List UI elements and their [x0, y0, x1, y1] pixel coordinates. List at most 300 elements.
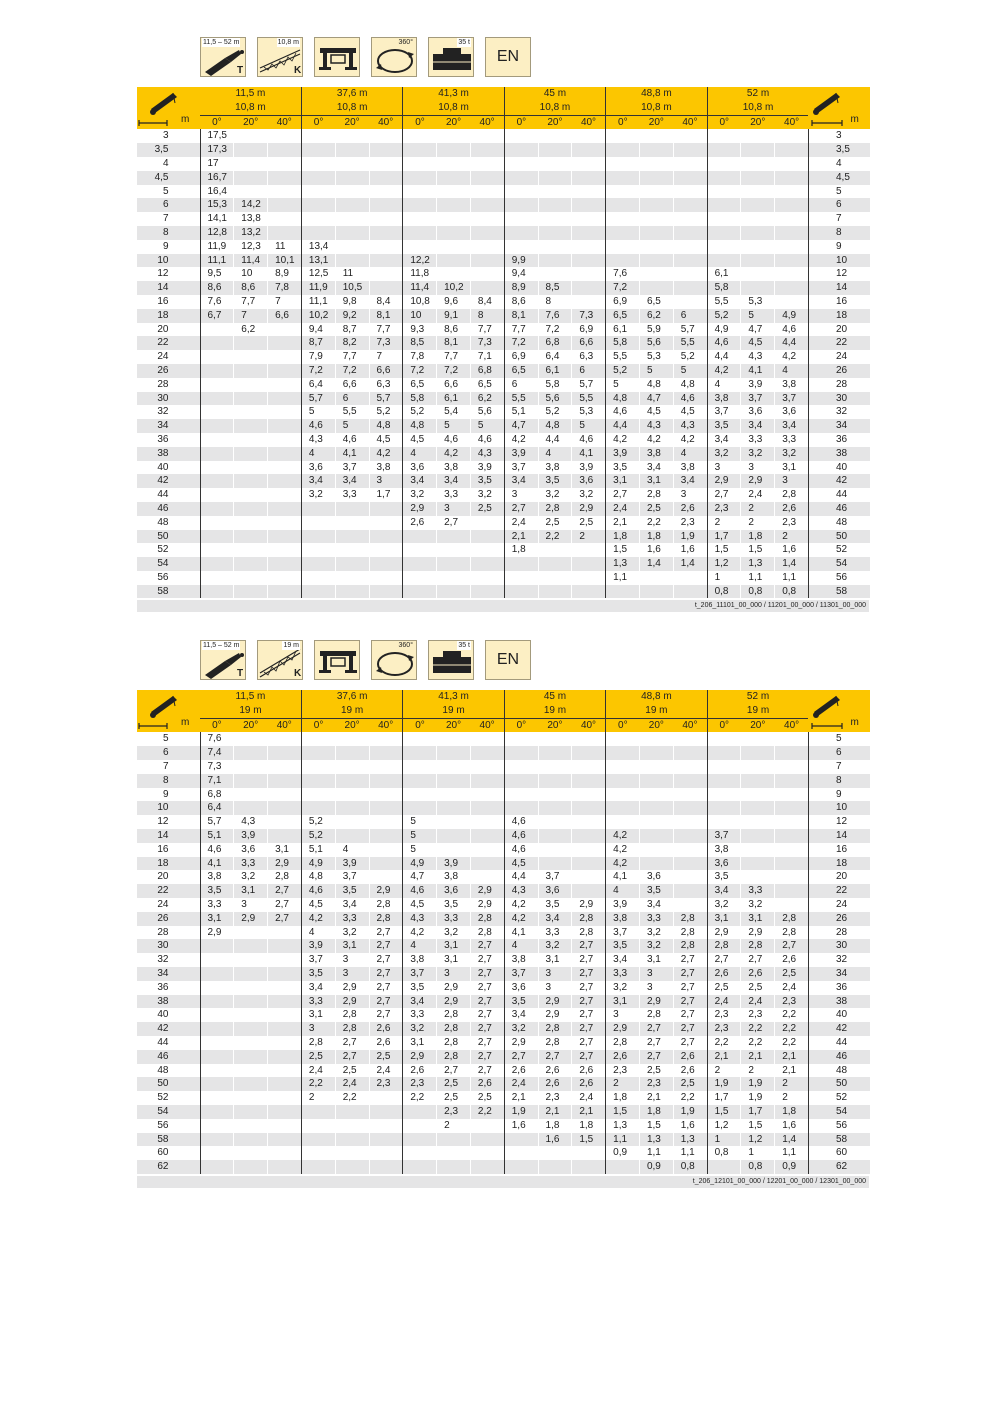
load-value-cell — [234, 1050, 268, 1064]
load-value-cell: 8,6 — [234, 281, 268, 295]
load-value-cell — [369, 571, 403, 585]
load-value-cell: 7,2 — [335, 364, 369, 378]
radius-label-left: 7 — [137, 760, 200, 774]
radius-label-left: 36 — [137, 981, 200, 995]
load-value-cell — [470, 1160, 504, 1174]
load-value-cell — [335, 571, 369, 585]
load-value-cell: 2,1 — [707, 1050, 741, 1064]
load-value-cell: 2,7 — [437, 1064, 471, 1078]
load-value-cell — [639, 240, 673, 254]
radius-label-right: 34 — [808, 419, 870, 433]
table-reference-2: t_206_12101_00_000 / 12201_00_000 / 12301_00_000 — [692, 1178, 866, 1185]
load-value-cell — [673, 571, 707, 585]
load-value-cell — [741, 774, 775, 788]
load-value-cell — [301, 516, 335, 530]
load-value-cell — [538, 829, 572, 843]
load-value-cell — [673, 760, 707, 774]
load-value-cell: 1,8 — [504, 543, 538, 557]
load-value-cell: 2,8 — [741, 939, 775, 953]
load-value-cell — [234, 1008, 268, 1022]
load-value-cell — [470, 801, 504, 815]
load-value-cell — [301, 571, 335, 585]
load-value-cell — [572, 884, 606, 898]
load-value-cell — [470, 857, 504, 871]
load-value-cell — [639, 801, 673, 815]
load-value-cell: 3,9 — [741, 378, 775, 392]
load-value-cell: 3,3 — [606, 967, 640, 981]
load-value-cell — [234, 557, 268, 571]
table-row — [137, 474, 870, 488]
load-value-cell — [707, 732, 741, 746]
load-value-cell: 2,3 — [775, 516, 809, 530]
load-value-cell: 3,1 — [437, 939, 471, 953]
load-value-cell: 3,2 — [707, 898, 741, 912]
radius-label-right: 38 — [808, 447, 870, 461]
load-value-cell: 1,4 — [673, 557, 707, 571]
load-value-cell: 2,9 — [437, 981, 471, 995]
load-value-cell: 3,3 — [234, 857, 268, 871]
load-value-cell: 2,4 — [741, 488, 775, 502]
load-value-cell: 4,6 — [572, 433, 606, 447]
load-value-cell: 5,1 — [504, 405, 538, 419]
load-value-cell: 4,3 — [673, 419, 707, 433]
load-value-cell: 2,8 — [335, 1008, 369, 1022]
load-value-cell — [268, 571, 302, 585]
load-value-cell: 4,3 — [639, 419, 673, 433]
load-value-cell: 2,9 — [470, 884, 504, 898]
load-value-cell: 2,7 — [437, 516, 471, 530]
table-row — [137, 857, 870, 871]
angle-header: 40° — [268, 115, 302, 129]
load-value-cell — [437, 143, 471, 157]
load-value-cell — [335, 1105, 369, 1119]
load-value-cell — [775, 171, 809, 185]
load-value-cell — [200, 530, 234, 544]
load-value-cell: 3 — [369, 474, 403, 488]
load-value-cell — [200, 474, 234, 488]
load-value-cell — [268, 1050, 302, 1064]
load-value-cell: 8,6 — [504, 295, 538, 309]
load-value-cell: 2,9 — [707, 926, 741, 940]
load-value-cell: 4 — [504, 939, 538, 953]
radius-label-left: 5 — [137, 732, 200, 746]
telescope-letter: T — [237, 65, 244, 76]
load-value-cell: 1,7 — [707, 1091, 741, 1105]
load-value-cell — [470, 774, 504, 788]
load-value-cell: 2,7 — [369, 1008, 403, 1022]
load-value-cell — [369, 212, 403, 226]
load-value-cell — [234, 1105, 268, 1119]
load-value-cell — [301, 760, 335, 774]
load-value-cell: 2,7 — [470, 939, 504, 953]
load-value-cell — [369, 829, 403, 843]
load-value-cell: 6,8 — [200, 788, 234, 802]
load-value-cell: 3,4 — [741, 419, 775, 433]
load-value-cell — [200, 461, 234, 475]
load-value-cell — [673, 226, 707, 240]
load-value-cell: 7,2 — [301, 364, 335, 378]
load-value-cell: 1,1 — [741, 571, 775, 585]
radius-label-right: 26 — [808, 364, 870, 378]
load-value-cell — [504, 1160, 538, 1174]
load-value-cell: 4,7 — [741, 323, 775, 337]
load-value-cell: 5 — [639, 364, 673, 378]
load-value-cell — [504, 571, 538, 585]
load-value-cell: 6,1 — [707, 267, 741, 281]
load-value-cell — [538, 198, 572, 212]
load-value-cell: 12,5 — [301, 267, 335, 281]
radius-label-left: 24 — [137, 350, 200, 364]
load-value-cell — [301, 185, 335, 199]
load-value-cell — [437, 198, 471, 212]
load-value-cell: 4,9 — [301, 857, 335, 871]
load-value-cell — [572, 157, 606, 171]
load-value-cell: 5 — [606, 378, 640, 392]
load-value-cell — [234, 995, 268, 1009]
load-value-cell: 3,6 — [234, 843, 268, 857]
load-value-cell: 3,4 — [403, 474, 437, 488]
load-value-cell — [606, 801, 640, 815]
load-value-cell — [707, 746, 741, 760]
radius-label-left: 56 — [137, 1119, 200, 1133]
load-value-cell — [639, 143, 673, 157]
radius-label-right: 18 — [808, 857, 870, 871]
load-value-cell — [301, 129, 335, 143]
load-value-cell: 2,6 — [673, 1064, 707, 1078]
load-value-cell: 2,7 — [268, 912, 302, 926]
load-value-cell — [470, 732, 504, 746]
load-value-cell: 4,2 — [606, 433, 640, 447]
load-value-cell — [335, 1160, 369, 1174]
load-value-cell — [200, 392, 234, 406]
load-value-cell — [538, 857, 572, 871]
load-value-cell: 2,8 — [606, 1036, 640, 1050]
load-value-cell: 2,8 — [335, 1022, 369, 1036]
load-value-cell: 7,2 — [538, 323, 572, 337]
load-value-cell: 5,6 — [470, 405, 504, 419]
load-value-cell — [538, 212, 572, 226]
load-value-cell: 4,9 — [403, 857, 437, 871]
load-value-cell — [301, 774, 335, 788]
load-value-cell: 5,8 — [707, 281, 741, 295]
radius-label-left: 12 — [137, 267, 200, 281]
table-row — [137, 774, 870, 788]
load-value-cell — [268, 1008, 302, 1022]
load-value-cell: 3,5 — [606, 939, 640, 953]
load-value-cell — [538, 226, 572, 240]
load-value-cell: 2,4 — [504, 516, 538, 530]
load-value-cell — [335, 530, 369, 544]
table-row — [137, 240, 870, 254]
load-value-cell — [335, 254, 369, 268]
load-value-cell: 3,9 — [606, 447, 640, 461]
load-value-cell: 2,5 — [437, 1091, 471, 1105]
load-value-cell: 2,6 — [707, 967, 741, 981]
load-value-cell — [369, 746, 403, 760]
load-value-cell — [707, 760, 741, 774]
load-value-cell: 4,6 — [335, 433, 369, 447]
radius-label-left: 62 — [137, 1160, 200, 1174]
language-badge: EN — [485, 37, 531, 77]
table-row — [137, 309, 870, 323]
load-value-cell — [234, 461, 268, 475]
radius-label-right: 5 — [808, 732, 870, 746]
load-value-cell: 2,8 — [673, 926, 707, 940]
load-value-cell: 3,1 — [268, 843, 302, 857]
load-value-cell — [403, 157, 437, 171]
load-value-cell: 14,2 — [234, 198, 268, 212]
angle-header: 0° — [301, 115, 335, 129]
load-value-cell — [200, 502, 234, 516]
load-value-cell: 1,5 — [741, 1119, 775, 1133]
load-value-cell: 6,6 — [369, 364, 403, 378]
load-value-cell: 2,8 — [470, 912, 504, 926]
load-value-cell: 2,5 — [639, 1064, 673, 1078]
table-row — [137, 350, 870, 364]
load-value-cell — [268, 378, 302, 392]
radius-label-left: 54 — [137, 1105, 200, 1119]
load-value-cell: 2,6 — [470, 1077, 504, 1091]
load-value-cell — [403, 226, 437, 240]
angle-header: 40° — [775, 115, 809, 129]
load-value-cell: 4,1 — [200, 857, 234, 871]
load-value-cell: 2,7 — [673, 1022, 707, 1036]
angle-header: 40° — [268, 718, 302, 732]
load-value-cell: 2,7 — [572, 1050, 606, 1064]
load-value-cell: 4,6 — [301, 884, 335, 898]
radius-label-right: 58 — [808, 585, 870, 599]
boom-length-11-5: 11,5 m — [200, 690, 301, 704]
load-value-cell: 3,6 — [775, 405, 809, 419]
load-value-cell — [437, 254, 471, 268]
load-value-cell — [234, 585, 268, 599]
load-value-cell: 11,1 — [301, 295, 335, 309]
load-value-cell — [707, 774, 741, 788]
load-value-cell: 3,4 — [639, 461, 673, 475]
load-value-cell: 3 — [301, 1022, 335, 1036]
load-value-cell: 0,9 — [639, 1160, 673, 1174]
table-row — [137, 129, 870, 143]
load-value-cell: 1,5 — [707, 543, 741, 557]
load-value-cell — [470, 1133, 504, 1147]
load-value-cell — [741, 829, 775, 843]
table-row — [137, 788, 870, 802]
load-value-cell — [437, 226, 471, 240]
angle-header: 0° — [301, 718, 335, 732]
load-value-cell: 11,9 — [200, 240, 234, 254]
load-value-cell — [470, 543, 504, 557]
radius-label-left: 58 — [137, 1133, 200, 1147]
load-value-cell — [335, 801, 369, 815]
load-value-cell: 2,6 — [606, 1050, 640, 1064]
load-value-cell — [504, 1133, 538, 1147]
load-value-cell — [673, 884, 707, 898]
load-value-cell: 6,4 — [538, 350, 572, 364]
load-value-cell: 7 — [369, 350, 403, 364]
load-value-cell: 2,5 — [369, 1050, 403, 1064]
load-value-cell: 8,5 — [403, 336, 437, 350]
load-value-cell — [301, 1105, 335, 1119]
load-value-cell — [403, 198, 437, 212]
load-value-cell — [673, 815, 707, 829]
lattice-jib-icon — [257, 37, 303, 77]
load-value-cell — [200, 336, 234, 350]
load-value-cell: 4,3 — [470, 447, 504, 461]
load-value-cell — [572, 226, 606, 240]
load-value-cell — [504, 585, 538, 599]
load-value-cell: 3,8 — [639, 447, 673, 461]
load-value-cell: 2,7 — [673, 981, 707, 995]
load-value-cell — [504, 212, 538, 226]
radius-label-right: 3 — [808, 129, 870, 143]
table-row — [137, 585, 870, 599]
load-value-cell: 4,2 — [673, 433, 707, 447]
load-value-cell — [369, 281, 403, 295]
load-value-cell — [437, 267, 471, 281]
load-value-cell: 3,3 — [538, 926, 572, 940]
load-value-cell — [673, 185, 707, 199]
radius-label-left: 3 — [137, 129, 200, 143]
load-value-cell: 4,2 — [606, 843, 640, 857]
boom-length-37-6: 37,6 m — [301, 87, 402, 101]
load-value-cell: 4,8 — [673, 378, 707, 392]
boom-length-48-8: 48,8 m — [606, 87, 707, 101]
load-value-cell — [234, 1146, 268, 1160]
load-value-cell: 2,7 — [572, 995, 606, 1009]
load-value-cell: 2,6 — [673, 502, 707, 516]
load-value-cell — [234, 488, 268, 502]
radius-label-right: 8 — [808, 226, 870, 240]
table-row — [137, 967, 870, 981]
load-value-cell: 4,6 — [437, 433, 471, 447]
load-value-cell: 4,5 — [673, 405, 707, 419]
load-value-cell: 4,8 — [301, 870, 335, 884]
load-value-cell — [369, 143, 403, 157]
load-value-cell: 2,7 — [673, 1036, 707, 1050]
load-value-cell: 2 — [775, 1091, 809, 1105]
load-value-cell: 3,2 — [335, 926, 369, 940]
load-value-cell — [369, 760, 403, 774]
load-value-cell: 6,2 — [639, 309, 673, 323]
load-value-cell: 11,4 — [403, 281, 437, 295]
load-value-cell: 13,2 — [234, 226, 268, 240]
load-value-cell — [673, 746, 707, 760]
load-value-cell: 3 — [335, 953, 369, 967]
load-value-cell: 9,6 — [437, 295, 471, 309]
load-value-cell — [234, 967, 268, 981]
load-value-cell — [234, 433, 268, 447]
table-row — [137, 171, 870, 185]
radius-label-left: 44 — [137, 1036, 200, 1050]
load-value-cell: 2,6 — [538, 1077, 572, 1091]
load-value-cell — [673, 254, 707, 268]
load-value-cell — [200, 1036, 234, 1050]
load-value-cell: 3,8 — [707, 392, 741, 406]
load-value-cell: 3,8 — [369, 461, 403, 475]
load-value-cell — [606, 240, 640, 254]
load-value-cell — [775, 226, 809, 240]
radius-label-right: 26 — [808, 912, 870, 926]
load-value-cell: 2 — [775, 530, 809, 544]
jib-length: 10,8 m — [403, 101, 504, 115]
load-value-cell: 3 — [504, 488, 538, 502]
load-value-cell — [741, 129, 775, 143]
load-value-cell — [369, 240, 403, 254]
load-value-cell — [234, 571, 268, 585]
unit-label-left: m — [181, 717, 190, 728]
load-value-cell: 6,5 — [403, 378, 437, 392]
load-value-cell — [200, 1146, 234, 1160]
load-value-cell: 2,7 — [639, 1036, 673, 1050]
angle-header: 40° — [470, 718, 504, 732]
load-value-cell — [572, 585, 606, 599]
load-value-cell: 4,2 — [504, 912, 538, 926]
load-value-cell: 6,5 — [470, 378, 504, 392]
load-value-cell: 3 — [639, 967, 673, 981]
load-value-cell: 10,1 — [268, 254, 302, 268]
load-value-cell: 7 — [234, 309, 268, 323]
radius-label-right: 16 — [808, 295, 870, 309]
load-value-cell: 2,7 — [572, 981, 606, 995]
rotation-360-icon — [371, 37, 417, 77]
table-row — [137, 405, 870, 419]
load-value-cell: 4,2 — [606, 857, 640, 871]
jib-length: 10,8 m — [200, 101, 301, 115]
load-value-cell — [470, 815, 504, 829]
load-value-cell: 3,2 — [775, 447, 809, 461]
load-value-cell: 9,4 — [504, 267, 538, 281]
load-value-cell — [437, 557, 471, 571]
load-value-cell: 2,7 — [538, 1050, 572, 1064]
load-value-cell — [403, 746, 437, 760]
load-value-cell — [538, 1160, 572, 1174]
load-value-cell: 7,6 — [538, 309, 572, 323]
load-value-cell: 6,3 — [572, 350, 606, 364]
load-value-cell: 4,6 — [504, 829, 538, 843]
load-value-cell: 3,4 — [673, 474, 707, 488]
table-row — [137, 1036, 870, 1050]
load-value-cell — [200, 1160, 234, 1174]
load-value-cell: 2,7 — [369, 953, 403, 967]
load-value-cell — [200, 447, 234, 461]
load-value-cell: 1,6 — [538, 1133, 572, 1147]
table-row — [137, 433, 870, 447]
boom-length-48-8: 48,8 m — [606, 690, 707, 704]
radius-label-right: 54 — [808, 1105, 870, 1119]
load-value-cell: 4,7 — [639, 392, 673, 406]
table-row — [137, 502, 870, 516]
load-value-cell: 3,5 — [200, 884, 234, 898]
load-value-cell — [268, 502, 302, 516]
outrigger-icon — [314, 640, 360, 680]
radius-label-left: 4 — [137, 157, 200, 171]
load-value-cell — [268, 953, 302, 967]
load-value-cell: 4,6 — [470, 433, 504, 447]
load-value-cell — [268, 392, 302, 406]
load-value-cell: 6,9 — [572, 323, 606, 337]
load-value-cell: 5 — [572, 419, 606, 433]
load-value-cell: 2,9 — [437, 995, 471, 1009]
load-value-cell: 0,8 — [673, 1160, 707, 1174]
load-value-cell — [369, 267, 403, 281]
load-value-cell: 2,3 — [741, 1008, 775, 1022]
load-value-cell — [741, 267, 775, 281]
radius-label-right: 34 — [808, 967, 870, 981]
load-value-cell — [775, 240, 809, 254]
load-value-cell: 3,7 — [775, 392, 809, 406]
load-value-cell — [639, 198, 673, 212]
load-value-cell: 4,4 — [504, 870, 538, 884]
